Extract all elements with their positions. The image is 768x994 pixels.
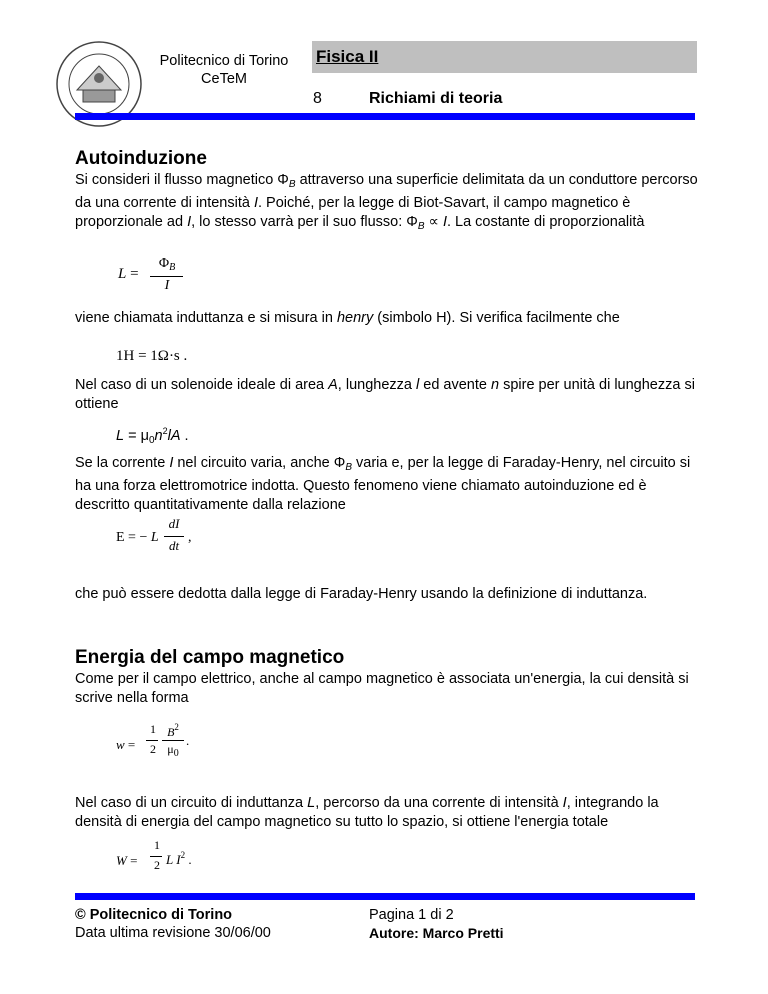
- heading-autoinduzione: Autoinduzione: [75, 148, 207, 169]
- footer-left: [75, 906, 271, 942]
- header-rule: [75, 113, 695, 120]
- paragraph-autoinduzione-1: Si consideri il flusso magnetico $\Phi_B$ attraverso una superficie delimitata da un conduttore percorso da una corrente di intensità I. Poiché, per la legge di Biot-Savart, il campo magnetico è proporzionale ad I, lo stesso varrà per il suo flusso: $\Phi_B \propto I$. La costante di proporzionalità: [75, 172, 698, 232]
- paragraph-energy-density: Come per il campo elettrico, anche al campo magnetico è associata un'energia, la cui densità si scrive nella forma: [75, 671, 689, 706]
- footer-page: Pagina 1 di 2: [369, 907, 454, 923]
- paragraph-total-energy: Nel caso di un circuito di induttanza L, percorso da una corrente di intensità I, integrando la densità di energia del campo magnetico su tutto lo spazio, si ottiene l'energia totale: [75, 795, 659, 830]
- institution-subname: CeTeM: [201, 71, 247, 87]
- paragraph-solenoid: Nel caso di un solenoide ideale di area A, lunghezza l ed avente n spire per unità di lunghezza si ottiene: [75, 377, 695, 412]
- footer-copyright: © Politecnico di Torino: [75, 907, 233, 923]
- heading-energia: Energia del campo magnetico: [75, 647, 345, 668]
- footer-right: [369, 906, 504, 942]
- institution-name: Politecnico di Torino: [159, 53, 289, 69]
- equation-henry: 1H = 1Ω·s .: [116, 348, 188, 364]
- equation-solenoid: $L = \mu_0n^2lA$ .: [116, 426, 189, 446]
- section-number: 8: [313, 90, 322, 107]
- paragraph-deduction: che può essere dedotta dalla legge di Faraday-Henry usando la definizione di induttanza.: [75, 586, 648, 602]
- paragraph-faraday: Se la corrente I nel circuito varia, anche $\Phi_B$ varia e, per la legge di Faraday-Henry, nel circuito si ha una forza elettromotrice indotta. Questo fenomeno viene chiamato autoinduzione ed è descritto quantitativamente dalla relazione: [75, 455, 691, 513]
- paragraph-henry: viene chiamata induttanza e si misura in henry (simbolo H). Si verifica facilmente che: [75, 310, 620, 326]
- course-title: Fisica II: [316, 47, 379, 66]
- section-title: Richiami di teoria: [369, 90, 503, 107]
- institution-block: [150, 52, 298, 88]
- footer-revision: Data ultima revisione 30/06/00: [75, 925, 271, 941]
- footer-author: Autore: Marco Pretti: [369, 925, 504, 941]
- footer-rule: [75, 893, 695, 900]
